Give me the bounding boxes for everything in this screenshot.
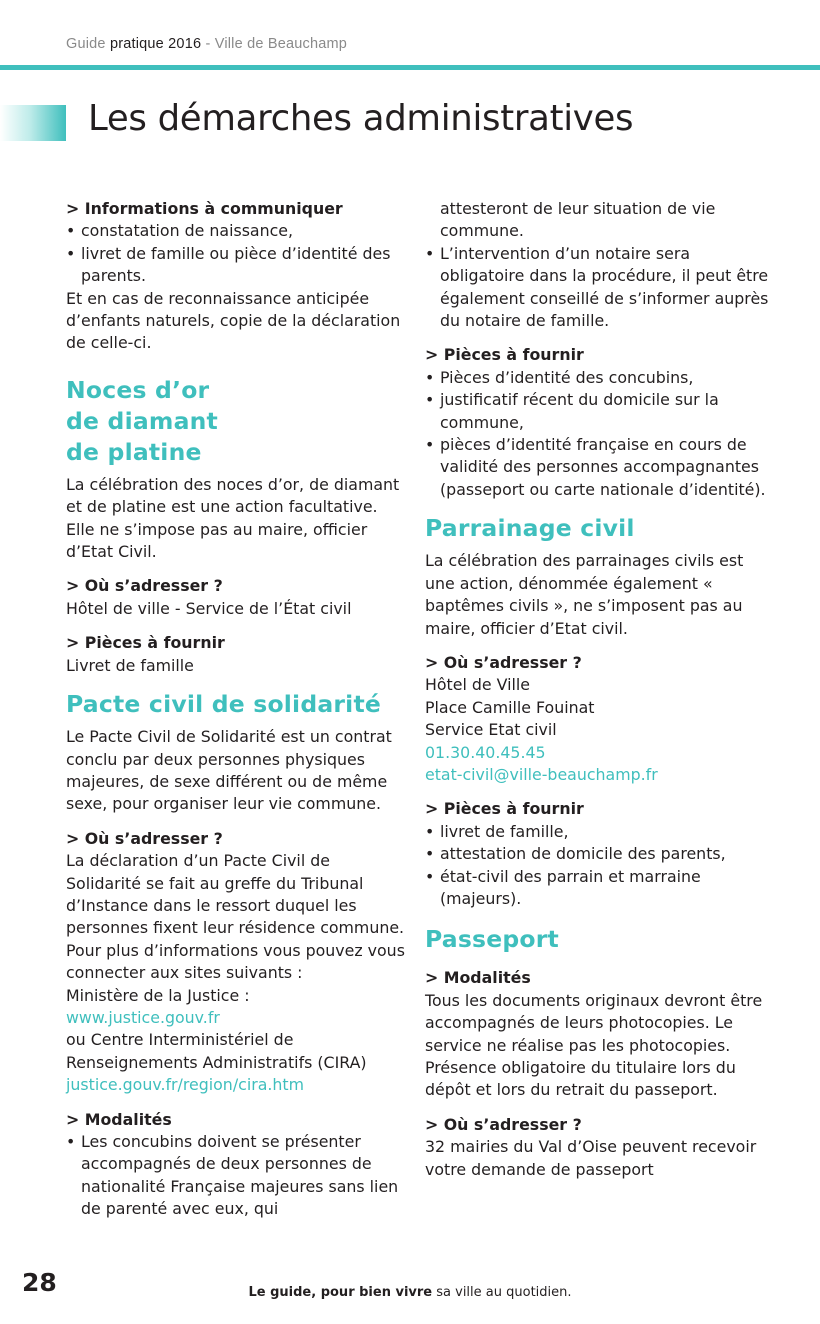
list-item: • pièces d’identité française en cours de validité des personnes accompagnantes (passeport ou carte nationale d’identité). bbox=[425, 434, 770, 501]
section-title-pacs: Pacte civil de solidarité bbox=[66, 690, 382, 719]
list-item: • état-civil des parrain et marraine (majeurs). bbox=[425, 866, 770, 911]
address-line: Place Camille Fouinat bbox=[425, 697, 595, 717]
parrainage-where-heading: > Où s’adresser ? bbox=[425, 652, 582, 672]
cira-link[interactable]: justice.gouv.fr/region/cira.htm bbox=[66, 1075, 305, 1095]
section-title-passeport: Passeport bbox=[425, 925, 559, 954]
list-item: • livret de famille, bbox=[425, 821, 770, 843]
address-line: Service Etat civil bbox=[425, 720, 557, 740]
title-line: de platine bbox=[66, 437, 202, 466]
left-column bbox=[66, 198, 406, 1221]
phone-link[interactable]: 01.30.40.45.45 bbox=[425, 742, 546, 762]
footer-strong: Le guide, pour bien vivre bbox=[248, 1285, 433, 1300]
parrainage-pieces-heading: > Pièces à fournir bbox=[425, 799, 584, 819]
list-item: • attestation de domicile des parents, bbox=[425, 843, 770, 865]
noces-pieces-heading: > Pièces à fournir bbox=[66, 633, 225, 653]
footer-tagline bbox=[0, 1285, 820, 1300]
parrainage-text: La célébration des parrainages civils est une action, dénommée également « baptêmes civils », ne s’imposent pas au maire, officier d’Etat civil. bbox=[425, 551, 744, 638]
justice-link[interactable]: www.justice.gouv.fr bbox=[66, 1007, 220, 1027]
noces-where-heading: > Où s’adresser ? bbox=[66, 576, 223, 596]
section-title-parrainage: Parrainage civil bbox=[425, 514, 635, 543]
pacs-text: Le Pacte Civil de Solidarité est un contrat conclu par deux personnes physiques majeures, de sexe différent ou de même sexe, pour organiser leur vie commune. bbox=[66, 727, 392, 814]
header-rule bbox=[0, 65, 820, 70]
list-item: • justificatif récent du domicile sur la commune, bbox=[425, 389, 770, 434]
info-text: Et en cas de reconnaissance anticipée d’enfants naturels, copie de la déclaration de celle-ci. bbox=[66, 288, 401, 353]
notaire-list bbox=[425, 243, 770, 333]
pacs-modalites-heading: > Modalités bbox=[66, 1109, 172, 1129]
info-heading: > Informations à communiquer bbox=[66, 199, 343, 218]
list-item: • constatation de naissance, bbox=[66, 220, 406, 242]
passeport-modalites-heading: > Modalités bbox=[425, 968, 531, 988]
header-ville: - Ville de Beauchamp bbox=[201, 36, 348, 52]
noces-where-text: Hôtel de ville - Service de l’État civil bbox=[66, 598, 352, 618]
title-line: Noces d’or bbox=[66, 375, 210, 404]
pacs-ministry-text: Ministère de la Justice : bbox=[66, 985, 250, 1005]
list-item: • Les concubins doivent se présenter accompagnés de deux personnes de nationalité Française majeures sans lien de parenté avec eux, qui bbox=[66, 1131, 406, 1221]
passeport-modalites-text: Tous les documents originaux devront être accompagnés de leurs photocopies. Le service ne réalise pas les photocopies. Présence obligatoire du titulaire lors du dépôt et lors du retrait du passeport. bbox=[425, 990, 763, 1100]
continued-text: attesteront de leur situation de vie commune. bbox=[440, 199, 716, 241]
pacs-where-heading: > Où s’adresser ? bbox=[66, 828, 223, 848]
page-number: 28 bbox=[22, 1268, 57, 1297]
pacs-modalites-list bbox=[66, 1131, 406, 1221]
list-item: • livret de famille ou pièce d’identité des parents. bbox=[66, 243, 406, 288]
list-item: • Pièces d’identité des concubins, bbox=[425, 367, 770, 389]
title-line: de diamant bbox=[66, 406, 218, 435]
pacs-where-text: La déclaration d’un Pacte Civil de Solidarité se fait au greffe du Tribunal d’Instance dans le ressort duquel les personnes fixent leur résidence commune. bbox=[66, 851, 405, 938]
parrainage-pieces-list bbox=[425, 821, 770, 911]
title-accent-bar bbox=[0, 105, 66, 141]
pacs-pieces-list bbox=[425, 367, 770, 501]
pacs-more-text: Pour plus d’informations vous pouvez vous connecter aux sites suivants : bbox=[66, 940, 405, 983]
address-line: Hôtel de Ville bbox=[425, 675, 530, 695]
email-link[interactable]: etat-civil@ville-beauchamp.fr bbox=[425, 764, 658, 784]
noces-pieces-text: Livret de famille bbox=[66, 655, 194, 675]
header-pratique: pratique 2016 bbox=[109, 36, 202, 52]
passeport-where-heading: > Où s’adresser ? bbox=[425, 1114, 582, 1134]
pacs-cira-text: ou Centre Interministériel de Renseignements Administratifs (CIRA) bbox=[66, 1030, 367, 1072]
section-title-noces bbox=[66, 375, 406, 468]
passeport-where-text: 32 mairies du Val d’Oise peuvent recevoir votre demande de passeport bbox=[425, 1137, 757, 1179]
header-guide: Guide bbox=[66, 36, 106, 52]
right-column bbox=[425, 198, 770, 1181]
noces-text: La célébration des noces d’or, de diamant et de platine est une action facultative. Elle ne s’impose pas au maire, officier d’Etat Civil. bbox=[66, 474, 400, 562]
info-list bbox=[66, 220, 406, 287]
pacs-pieces-heading: > Pièces à fournir bbox=[425, 345, 584, 365]
page-title: Les démarches administratives bbox=[88, 98, 634, 139]
running-header bbox=[66, 36, 347, 52]
footer-rest: sa ville au quotidien. bbox=[432, 1285, 572, 1300]
list-item: • L’intervention d’un notaire sera obligatoire dans la procédure, il peut être également conseillé de s’informer auprès du notaire de famille. bbox=[425, 243, 770, 333]
